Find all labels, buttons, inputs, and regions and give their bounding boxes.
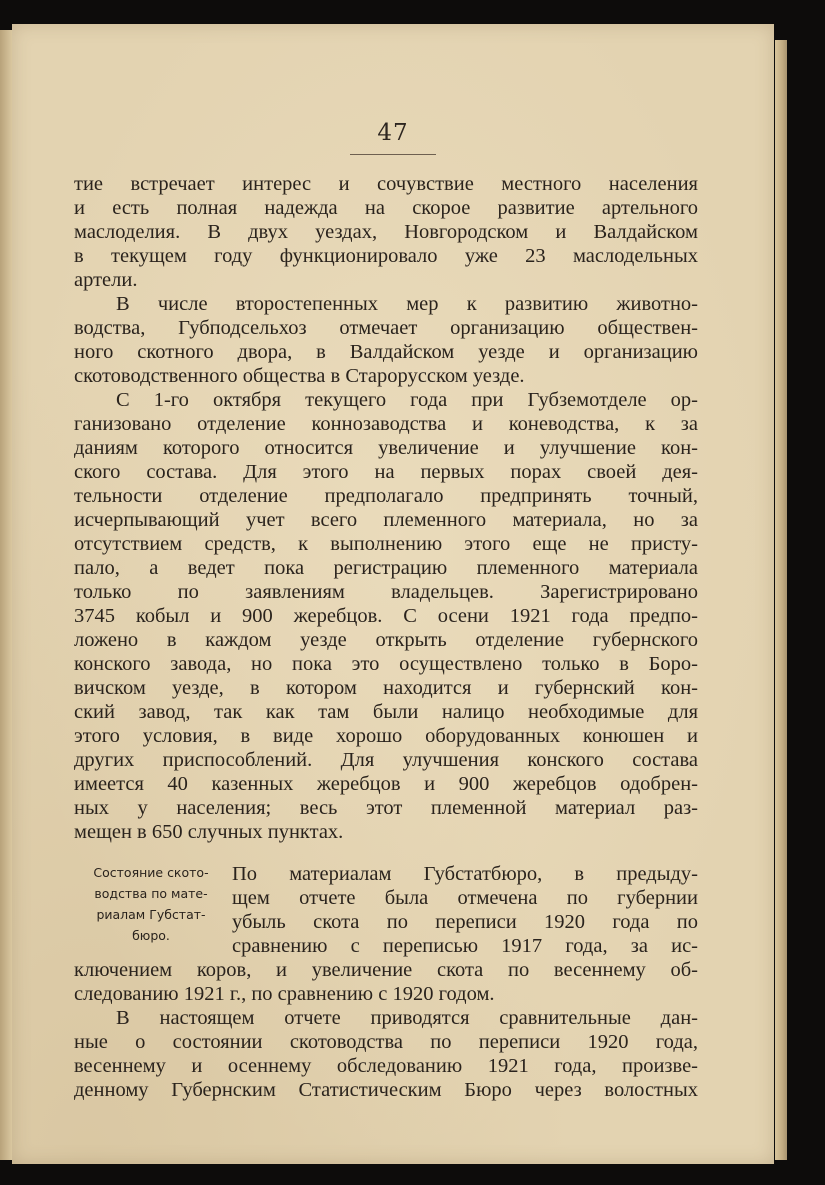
text-line: ский завод, так как там были налицо необходимые для (74, 701, 698, 723)
margin-note (76, 862, 226, 946)
page-number-rule (350, 154, 436, 155)
margin-note-line: водства по мате- (94, 886, 208, 901)
text-line: ного скотного двора, в Валдайском уезде и организацию (74, 341, 698, 363)
text-line: В настоящем отчете приводятся сравнительные дан- (116, 1007, 698, 1029)
text-line: По материалам Губстатбюро, в предыду- (232, 863, 698, 885)
text-line: скотоводственного общества в Старорусском уезде. (74, 365, 525, 387)
text-line: имеется 40 казенных жеребцов и 900 жеребцов одобрен- (74, 773, 698, 795)
text-line: и есть полная надежда на скорое развитие артельного (74, 197, 698, 219)
text-line: даниям которого относится увеличение и улучшение кон- (74, 437, 698, 459)
text-line: маслоделия. В двух уездах, Новгородском и Валдайском (74, 221, 698, 243)
text-line: других приспособлений. Для улучшения конского состава (74, 749, 698, 771)
text-line: щем отчете была отмечена по губернии (232, 887, 698, 909)
text-line: вичском уезде, в котором находится и губернский кон- (74, 677, 698, 699)
text-line: тие встречает интерес и сочувствие местного населения (74, 173, 698, 195)
text-line: денному Губернским Статистическим Бюро через волостных (74, 1079, 698, 1101)
text-line: ных у населения; весь этот племенной материал раз- (74, 797, 698, 819)
text-line: ключением коров, и увеличение скота по весеннему об- (74, 959, 698, 981)
page-number: 47 (377, 120, 409, 146)
text-line: следованию 1921 г., по сравнению с 1920 годом. (74, 983, 495, 1005)
text-line: сравнению с переписью 1917 года, за ис- (232, 935, 698, 957)
text-line: артели. (74, 269, 138, 291)
text-line: ского состава. Для этого на первых порах своей дея- (74, 461, 698, 483)
text-line: ложено в каждом уезде открыть отделение губернского (74, 629, 698, 651)
text-line: этого условия, в виде хорошо оборудованных конюшен и (74, 725, 698, 747)
text-line: С 1-го октября текущего года при Губземотделе ор- (116, 389, 698, 411)
text-line: весеннему и осеннему обследованию 1921 года, произве- (74, 1055, 698, 1077)
text-line: только по заявлениям владельцев. Зарегистрировано (74, 581, 698, 603)
text-line: конского завода, но пока это осуществлено только в Боро- (74, 653, 698, 675)
text-line: исчерпывающий учет всего племенного материала, но за (74, 509, 698, 531)
text-line: ганизовано отделение коннозаводства и коневодства, к за (74, 413, 698, 435)
text-line: отсутствием средств, к выполнению этого еще не присту- (74, 533, 698, 555)
text-line: водства, Губподсельхоз отмечает организацию обществен- (74, 317, 698, 339)
text-line: тельности отделение предполагало предпринять точный, (74, 485, 698, 507)
text-line: в текущем году функционировало уже 23 маслодельных (74, 245, 698, 267)
text-line: пало, а ведет пока регистрацию племенного материала (74, 557, 698, 579)
text-line: убыль скота по переписи 1920 года по (232, 911, 698, 933)
left-page-edge (0, 30, 12, 1160)
margin-note-line: бюро. (132, 928, 170, 943)
text-line: 3745 кобыл и 900 жеребцов. С осени 1921 года предпо- (74, 605, 698, 627)
margin-note-line: Состояние ското- (93, 865, 209, 880)
right-page-edge (775, 40, 787, 1160)
margin-note-line: риалам Губстат- (96, 907, 206, 922)
text-line: ные о состоянии скотоводства по переписи 1920 года, (74, 1031, 698, 1053)
text-line: В числе второстепенных мер к развитию животно- (116, 293, 698, 315)
text-line: мещен в 650 случных пунктах. (74, 821, 344, 843)
book-page (12, 24, 774, 1164)
